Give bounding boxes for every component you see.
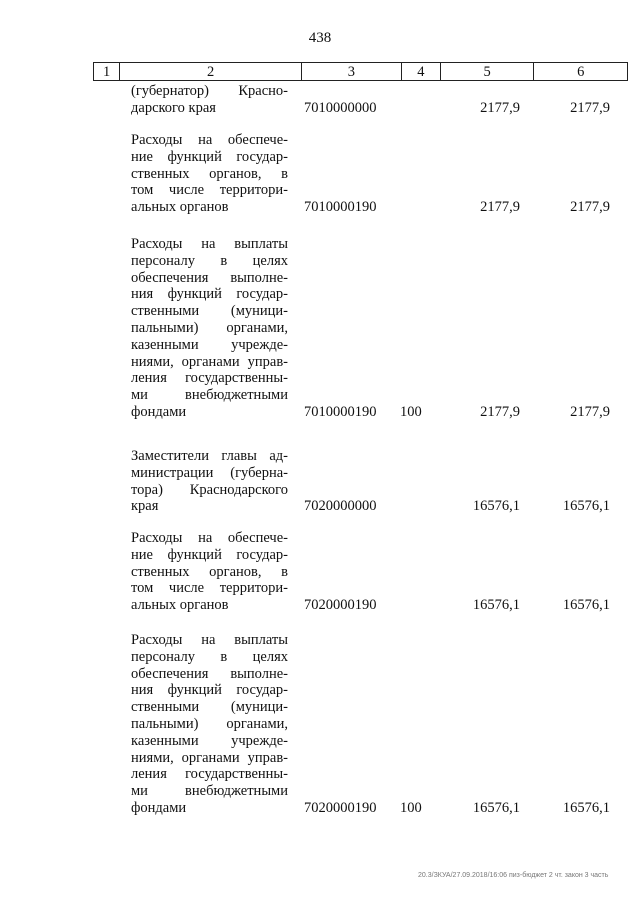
column-header-table xyxy=(93,62,628,81)
row-value-col6: 16576,1 xyxy=(562,498,610,515)
description-line: альных органов xyxy=(131,597,229,614)
row-description xyxy=(131,236,288,421)
description-line: ние функций государ- xyxy=(131,546,288,563)
description-line: дарского края xyxy=(131,99,216,116)
column-header-6: 6 xyxy=(534,63,628,81)
description-line: Заместители главы ад- xyxy=(131,448,288,464)
description-line: ния функций государ- xyxy=(131,682,288,699)
description-line: ления государственны- xyxy=(131,370,288,387)
description-line: персоналу в целях xyxy=(131,252,288,269)
row-value-col6: 16576,1 xyxy=(562,800,610,816)
document-footer: 20.3/ЗКУА/27.09.2018/16:06 пиз-бюджет 2 чт. закон 3 часть xyxy=(418,872,609,879)
description-line: ми внебюджетными xyxy=(131,387,288,404)
description-line: том числе территори- xyxy=(131,580,288,597)
description-line: альных органов xyxy=(131,199,229,216)
column-header-3: 3 xyxy=(302,63,402,81)
description-line: ственными (муници- xyxy=(131,303,288,320)
description-line: ниями, органами управ- xyxy=(131,353,288,370)
row-description xyxy=(131,83,288,117)
description-line: ние функций государ- xyxy=(131,148,288,165)
description-line: ственных органов, в xyxy=(131,165,288,182)
row-value-col6: 2177,9 xyxy=(570,199,610,216)
description-line: ми внебюджетными xyxy=(131,783,288,800)
column-header-row xyxy=(94,63,628,81)
description-line: ления государственны- xyxy=(131,766,288,783)
description-line: ственными (муници- xyxy=(131,699,288,716)
row-code: 7020000190 xyxy=(304,597,377,614)
row-code: 7010000190 xyxy=(304,199,377,216)
row-value-col5: 16576,1 xyxy=(472,597,520,614)
description-line: ния функций государ- xyxy=(131,286,288,303)
description-line: Расходы на обеспече- xyxy=(131,530,288,546)
row-value-col5: 2177,9 xyxy=(480,199,520,216)
description-line: персоналу в целях xyxy=(131,648,288,665)
column-header-1: 1 xyxy=(94,63,120,81)
description-line: фондами xyxy=(131,403,187,420)
row-code: 7020000190 xyxy=(304,800,377,816)
row-value-col5: 2177,9 xyxy=(480,99,520,116)
description-line: обеспечения выполне- xyxy=(131,665,288,682)
description-line: том числе территори- xyxy=(131,182,288,199)
column-header-4: 4 xyxy=(401,63,440,81)
description-line: края xyxy=(131,498,159,515)
description-line: Расходы на выплаты xyxy=(131,632,288,648)
column-header-2: 2 xyxy=(120,63,302,81)
row-value-col5: 16576,1 xyxy=(472,800,520,816)
row-code: 7010000000 xyxy=(304,99,377,116)
description-line: казенными учрежде- xyxy=(131,336,288,353)
description-line: ственных органов, в xyxy=(131,563,288,580)
description-line: Расходы на выплаты xyxy=(131,236,288,252)
row-value-col5: 2177,9 xyxy=(480,404,520,420)
row-code: 7020000000 xyxy=(304,498,377,515)
description-line: Расходы на обеспече- xyxy=(131,132,288,148)
row-value-col5: 16576,1 xyxy=(472,498,520,515)
row-description xyxy=(131,448,288,515)
description-line: казенными учрежде- xyxy=(131,732,288,749)
description-line: (губернатор) Красно- xyxy=(131,83,288,99)
description-line: тора) Краснодарского xyxy=(131,481,288,498)
row-code: 7010000190 xyxy=(304,404,377,420)
description-line: пальными) органами, xyxy=(131,319,288,336)
row-value-col6: 16576,1 xyxy=(562,597,610,614)
description-line: фондами xyxy=(131,799,187,816)
description-line: министрации (губерна- xyxy=(131,464,288,481)
row-value-col6: 2177,9 xyxy=(570,404,610,420)
column-header-5: 5 xyxy=(440,63,534,81)
row-expense-type: 100 xyxy=(400,800,422,816)
row-description xyxy=(131,132,288,216)
row-expense-type: 100 xyxy=(400,404,422,420)
description-line: ниями, органами управ- xyxy=(131,749,288,766)
row-value-col6: 2177,9 xyxy=(570,99,610,116)
description-line: обеспечения выполне- xyxy=(131,269,288,286)
description-line: пальными) органами, xyxy=(131,715,288,732)
row-description xyxy=(131,632,288,817)
page-number: 438 xyxy=(308,30,332,46)
row-description xyxy=(131,530,288,614)
